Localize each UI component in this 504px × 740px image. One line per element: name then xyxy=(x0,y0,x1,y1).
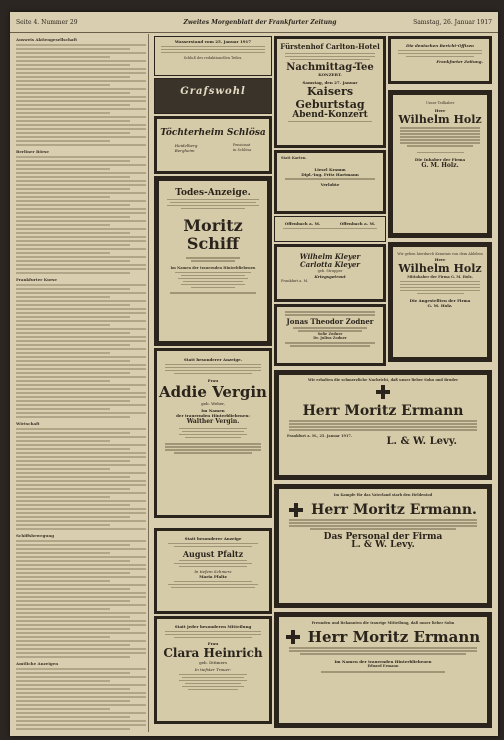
text-line xyxy=(16,312,146,314)
kramm-hartmann-engagement xyxy=(274,150,386,214)
schiff-death-notice xyxy=(154,176,272,346)
text-line xyxy=(16,52,146,54)
text-line xyxy=(16,264,146,266)
bride-kleyer: Carlotta Kleyer xyxy=(300,260,360,269)
text-line xyxy=(16,496,110,498)
text-line xyxy=(16,332,130,334)
konzert: KONZERT. xyxy=(318,72,342,77)
pfaltz-name: August Pfaltz xyxy=(182,549,244,559)
iron-cross-icon xyxy=(286,630,300,644)
text-line xyxy=(16,408,110,410)
text-line xyxy=(16,616,130,618)
text-line xyxy=(16,608,110,610)
offenbach-right: Offenbach a. M. xyxy=(339,221,376,226)
heinrich-born: geb. Dittmers xyxy=(199,660,227,665)
zodner-relative-1: Sofie Zodner xyxy=(317,331,343,336)
text-line xyxy=(16,316,130,318)
text-line xyxy=(16,636,110,638)
pfaltz-signatory: Maria Pfaltz xyxy=(199,574,227,579)
section-heading: Amtliche Anzeigen xyxy=(16,661,59,666)
vergin-frau: Frau xyxy=(207,378,219,383)
text-line xyxy=(16,540,146,542)
ermann2-name: Moritz Ermann. xyxy=(352,501,477,518)
text-line xyxy=(16,712,146,714)
grafswohl-logo: Grafswohl xyxy=(180,86,246,97)
text-line xyxy=(16,724,146,726)
ermann3-herr: Herr xyxy=(307,627,348,646)
text-line xyxy=(16,140,110,142)
holz1-firm-line2: G. M. Holz. xyxy=(421,162,459,169)
text-line xyxy=(16,112,110,114)
text-line xyxy=(16,456,146,458)
text-line xyxy=(16,244,130,246)
text-line xyxy=(16,460,130,462)
holz2-firm-line2: G. M. Holz. xyxy=(427,303,453,308)
text-line xyxy=(16,396,146,398)
newspaper-page xyxy=(10,12,498,736)
text-line xyxy=(16,416,130,418)
text-line xyxy=(16,188,130,190)
text-line xyxy=(16,384,146,386)
text-line xyxy=(16,716,130,718)
offenbach-left: Offenbach a. M. xyxy=(284,221,321,226)
text-line xyxy=(16,488,130,490)
zodner-death-notice xyxy=(274,304,386,366)
text-line xyxy=(16,340,146,342)
text-line xyxy=(16,492,146,494)
text-line xyxy=(16,212,146,214)
text-line xyxy=(16,612,146,614)
text-line xyxy=(16,324,110,326)
toechterheim-location: in Schlösa xyxy=(233,147,252,152)
text-line xyxy=(16,564,146,566)
heinrich-heading: Statt jeder besonderen Mitteilung xyxy=(174,624,252,629)
text-line xyxy=(16,576,146,578)
zodner-relative-2: Dr. Julius Zodner xyxy=(313,336,347,340)
text-line xyxy=(16,596,146,598)
text-line xyxy=(16,308,146,310)
section-heading: Ausweis Aktiengesellschaft xyxy=(16,37,78,42)
vergin-born: geb. Weber, xyxy=(201,401,225,406)
text-line xyxy=(16,268,146,270)
holz1-heading: Unser Teilhaber xyxy=(425,101,455,105)
ermann2-notice: Im Kampfe für das Vaterland starb den Heldentod xyxy=(333,493,433,497)
heinrich-name: Clara Heinrich xyxy=(163,646,263,660)
bride-name: Liesel Kramm xyxy=(314,166,346,172)
kleyer-city: Frankfurt a. M. xyxy=(281,278,309,283)
text-line xyxy=(16,292,146,294)
text-line xyxy=(16,584,146,586)
ermann3-namen: Im Namen der trauernden Hinterbliebenen xyxy=(334,658,432,664)
news-text-column xyxy=(14,34,149,732)
ermann2-personal: Das Personal der Firma xyxy=(323,531,443,542)
holz1-name: Wilhelm Holz xyxy=(398,112,482,126)
text-line xyxy=(16,220,146,222)
text-line xyxy=(16,184,146,186)
toechterheim-pension: Pensionat xyxy=(233,143,251,147)
text-line xyxy=(16,356,146,358)
section-heading: Wirtschaft xyxy=(16,421,40,426)
ermann3-notice: Freunden und Bekannten die traurige Mitteilung, daß unser lieber Sohn xyxy=(311,621,455,625)
text-line xyxy=(16,168,110,170)
kaisers-geburtstag: Kaisers Geburtstag xyxy=(295,85,365,111)
text-line xyxy=(16,668,146,670)
bride-born: geb. Strupper xyxy=(317,269,343,273)
text-line xyxy=(16,128,146,130)
text-line xyxy=(16,620,146,622)
text-line xyxy=(16,176,130,178)
statt-karten: Statt Karten. xyxy=(281,156,307,160)
text-line xyxy=(16,272,130,274)
text-line xyxy=(16,304,130,306)
ermann1-notice: Wir erhalten die schmerzliche Nachricht, daß unser lieber Sohn und Bruder xyxy=(308,378,458,382)
text-line xyxy=(16,336,146,338)
pfaltz-heading: Statt besonderer Anzeige xyxy=(184,536,242,541)
ermann1-name: Moritz Ermann xyxy=(344,402,464,419)
offenbach-ad xyxy=(274,216,386,242)
text-line xyxy=(16,232,130,234)
text-line xyxy=(16,368,146,370)
text-line xyxy=(16,676,146,678)
text-line xyxy=(16,60,146,62)
vergin-signatory: Walther Vergin. xyxy=(186,418,240,425)
text-line xyxy=(16,432,130,434)
text-line xyxy=(16,480,146,482)
section-heading: Berliner Börse xyxy=(16,149,49,154)
text-line xyxy=(16,80,146,82)
pfaltz-death-notice xyxy=(154,528,272,614)
page-number: Seite 4. Nummer 29 xyxy=(16,19,78,26)
text-line xyxy=(16,56,110,58)
text-line xyxy=(16,48,130,50)
text-line xyxy=(16,180,146,182)
ermann-death-notice-relatives xyxy=(274,612,492,728)
text-line xyxy=(16,392,146,394)
text-line xyxy=(16,372,130,374)
text-line xyxy=(16,228,146,230)
kriegsgetraut: Kriegsgetraut xyxy=(314,273,346,279)
ermann2-herr: Herr xyxy=(311,501,349,518)
text-line xyxy=(16,728,130,730)
text-line xyxy=(16,256,146,258)
text-line xyxy=(16,656,130,658)
section-heading: Frankfurter Kurse xyxy=(16,277,57,282)
abend-konzert: Abend-Konzert xyxy=(292,110,368,120)
verlobte: Verlobte xyxy=(320,181,340,187)
heinrich-frau: Frau xyxy=(207,641,219,646)
text-line xyxy=(16,516,130,518)
text-line xyxy=(16,68,146,70)
bericht-offizen-notice xyxy=(388,36,492,84)
text-line xyxy=(16,192,146,194)
text-line xyxy=(16,160,130,162)
text-line xyxy=(16,464,146,466)
text-line xyxy=(16,692,146,694)
text-line xyxy=(16,120,130,122)
text-line xyxy=(16,208,146,210)
holz2-herr: Herr xyxy=(434,256,446,262)
groom-kleyer: Wilhelm Kleyer xyxy=(299,252,361,261)
text-line xyxy=(16,484,146,486)
holz-death-notice-staff xyxy=(388,242,492,362)
text-line xyxy=(16,72,146,74)
text-line xyxy=(16,136,146,138)
text-line xyxy=(16,344,130,346)
text-line xyxy=(16,600,130,602)
iron-cross-icon xyxy=(289,503,303,517)
text-line xyxy=(16,628,130,630)
text-line xyxy=(16,568,146,570)
holz2-firm-line1: Die Angestellten der Firma xyxy=(409,298,471,303)
text-line xyxy=(16,452,146,454)
text-line xyxy=(16,684,146,686)
text-line xyxy=(16,624,146,626)
page-header xyxy=(10,12,498,33)
text-line xyxy=(16,428,146,430)
text-line xyxy=(16,352,110,354)
text-line xyxy=(16,468,110,470)
text-line xyxy=(16,224,110,226)
section-heading: Schiffsbewegung xyxy=(16,533,55,538)
issue-date: Samstag, 26. Januar 1917 xyxy=(413,19,492,26)
text-line xyxy=(16,544,130,546)
text-line xyxy=(16,104,130,106)
holz2-heading: Wir geben hierdurch Kenntnis von dem Ableben xyxy=(397,252,483,256)
text-line xyxy=(16,440,110,442)
pfaltz-schmerz: In tiefem Schmerz xyxy=(194,569,232,574)
holz2-subtitle: Mitinhaber der Firma G. M. Holz. xyxy=(407,274,473,279)
text-line xyxy=(16,508,146,510)
text-line xyxy=(16,108,146,110)
holz-death-notice-owners xyxy=(388,90,492,238)
ermann1-firm: L. & W. Levy. xyxy=(386,436,457,447)
fuerstenhof-title: Fürstenhof Carlton-Hotel xyxy=(280,42,380,51)
text-line xyxy=(16,500,146,502)
text-line xyxy=(16,132,130,134)
schiff-name: Moritz Schiff xyxy=(183,216,243,253)
text-line xyxy=(16,632,146,634)
text-line xyxy=(16,204,130,206)
text-line xyxy=(16,524,110,526)
schiff-hinterbliebenen: Im Namen der trauernden Hinterbliebenen xyxy=(170,265,256,270)
fuerstenhof-ad xyxy=(274,36,386,148)
holz1-herr: Herr xyxy=(434,107,446,113)
holz2-name: Wilhelm Holz xyxy=(398,261,482,275)
text-line xyxy=(16,116,146,118)
text-line xyxy=(16,696,146,698)
text-line xyxy=(16,572,130,574)
text-line xyxy=(16,196,110,198)
toechterheim-city: Heidelberg xyxy=(174,143,198,148)
text-line xyxy=(16,688,130,690)
text-line xyxy=(16,348,146,350)
text-line xyxy=(16,96,146,98)
wasserstand-notice xyxy=(154,36,272,76)
text-line xyxy=(16,92,130,94)
text-line xyxy=(16,252,110,254)
event-date: Samstag, den 27. Januar xyxy=(302,80,358,85)
text-line xyxy=(16,236,146,238)
text-line xyxy=(16,388,130,390)
text-line xyxy=(16,580,110,582)
text-line xyxy=(16,44,146,46)
vergin-name: Addie Vergin xyxy=(159,383,267,401)
text-line xyxy=(16,648,146,650)
wasserstand-title: Wasserstand vom 25. Januar 1917 xyxy=(174,39,252,44)
heinrich-trauer: In tiefster Trauer: xyxy=(194,667,232,672)
ermann-death-notice-staff xyxy=(274,484,492,608)
text-line xyxy=(16,720,146,722)
vergin-hinterbliebenen: der trauernden Hinterbliebenen: xyxy=(176,413,250,418)
text-line xyxy=(16,200,146,202)
text-line xyxy=(16,360,130,362)
text-line xyxy=(16,296,110,298)
text-line xyxy=(16,260,130,262)
toechterheim-ad xyxy=(154,116,272,174)
text-line xyxy=(16,284,146,286)
text-line xyxy=(16,328,146,330)
text-line xyxy=(16,652,146,654)
kleyer-wedding-notice xyxy=(274,244,386,302)
text-line xyxy=(16,124,146,126)
text-line xyxy=(16,216,130,218)
text-line xyxy=(16,700,130,702)
text-line xyxy=(16,412,146,414)
text-line xyxy=(16,520,146,522)
text-line xyxy=(16,156,146,158)
text-line xyxy=(16,100,146,102)
text-line xyxy=(16,556,146,558)
text-line xyxy=(16,300,146,302)
text-line xyxy=(16,376,146,378)
text-line xyxy=(16,448,130,450)
text-line xyxy=(16,472,146,474)
grafswohl-ad xyxy=(154,78,272,114)
text-line xyxy=(16,88,146,90)
text-line xyxy=(16,320,146,322)
text-line xyxy=(16,708,110,710)
ermann-death-notice-family xyxy=(274,370,492,480)
iron-cross-icon xyxy=(376,385,390,399)
heinrich-death-notice xyxy=(154,616,272,724)
afternoon-tea: Nachmittag-Tee xyxy=(286,62,374,73)
text-line xyxy=(16,552,110,554)
text-line xyxy=(16,672,130,674)
toechterheim-title: Töchterheim Schlösa xyxy=(160,128,266,138)
text-line xyxy=(16,680,110,682)
text-line xyxy=(16,172,146,174)
holz1-firm-line1: Die Inhaber der Firma xyxy=(414,157,466,162)
text-line xyxy=(16,380,110,382)
text-line xyxy=(16,240,146,242)
vergin-heading: Statt besonderer Anzeige. xyxy=(183,357,243,362)
text-line xyxy=(16,144,146,146)
text-line xyxy=(16,528,146,530)
text-line xyxy=(16,288,130,290)
text-line xyxy=(16,444,146,446)
ermann2-firm: L. & W. Levy. xyxy=(351,539,415,550)
text-line xyxy=(16,704,146,706)
text-line xyxy=(16,476,130,478)
text-line xyxy=(16,248,146,250)
ermann3-sign: Eduard Ermann xyxy=(367,663,399,668)
text-line xyxy=(16,512,146,514)
toechterheim-district: Bergheim xyxy=(174,148,195,153)
text-line xyxy=(16,640,146,642)
text-line xyxy=(16,604,146,606)
ermann1-city: Frankfurt a. M., 25. Januar 1917. xyxy=(287,433,353,438)
text-line xyxy=(16,560,130,562)
text-line xyxy=(16,548,146,550)
text-line xyxy=(16,364,146,366)
text-line xyxy=(16,592,146,594)
text-line xyxy=(16,76,130,78)
ermann1-herr: Herr xyxy=(302,402,340,419)
ermann3-name: Moritz Ermann xyxy=(352,627,481,646)
bericht-title: Die deutschen Bericht-Offizen xyxy=(406,43,474,48)
text-line xyxy=(16,644,130,646)
schiff-heading: Todes-Anzeige. xyxy=(175,188,251,198)
text-line xyxy=(16,436,146,438)
groom-name: Dipl.-Ing. Fritz Hartmann xyxy=(301,171,359,177)
end-of-editorial-note: Schluß des redaktionellen Teiles. xyxy=(183,56,243,60)
frankfurter-zeitung: Frankfurter Zeitung. xyxy=(436,59,483,64)
text-line xyxy=(16,504,130,506)
newspaper-title: Zweites Morgenblatt der Frankfurter Zeitung xyxy=(183,19,337,26)
text-line xyxy=(16,64,130,66)
zodner-name: Jonas Theodor Zodner xyxy=(286,316,374,326)
vergin-death-notice xyxy=(154,348,272,518)
text-line xyxy=(16,404,146,406)
vergin-namen: Im Namen xyxy=(201,408,225,413)
text-line xyxy=(16,588,130,590)
text-line xyxy=(16,164,146,166)
text-line xyxy=(16,400,130,402)
text-line xyxy=(16,84,110,86)
